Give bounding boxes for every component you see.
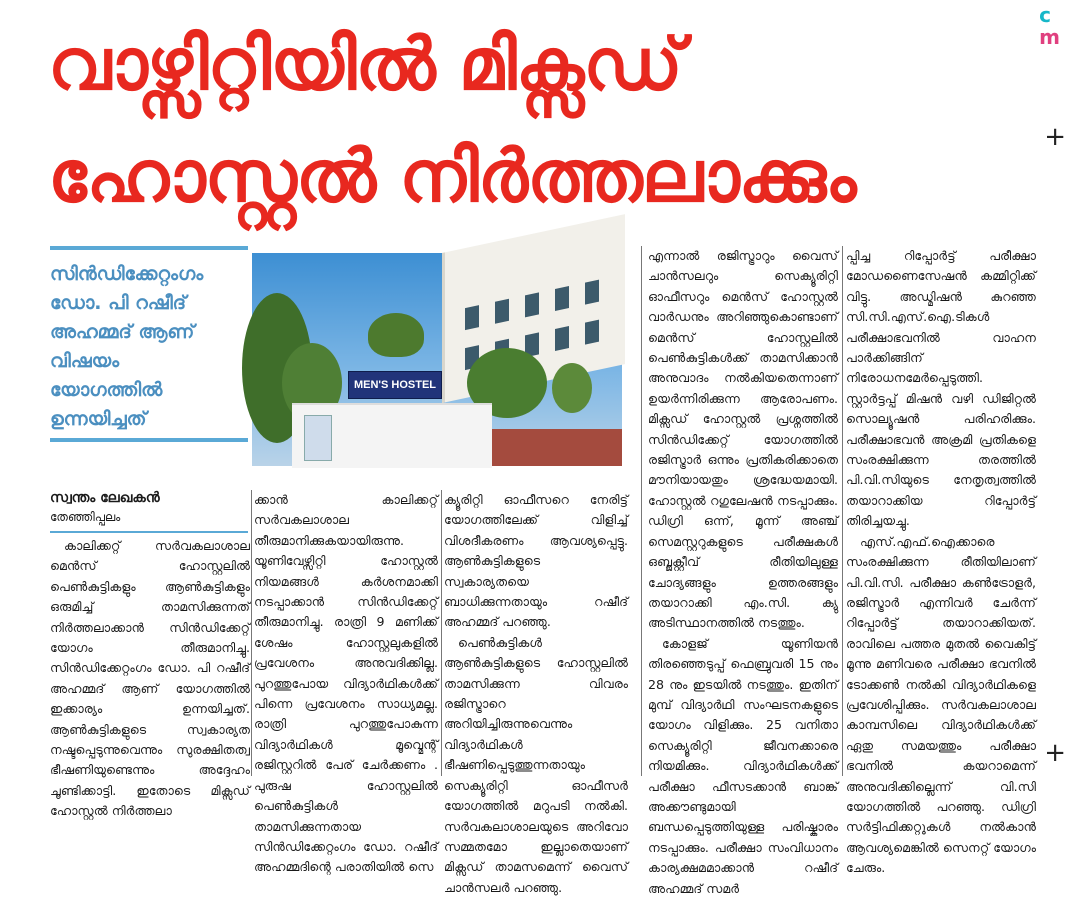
cyan-mark: c bbox=[1039, 3, 1052, 27]
article-column-5 bbox=[846, 246, 1036, 876]
article-column-4 bbox=[648, 246, 838, 896]
pull-quote bbox=[50, 246, 248, 442]
article-paragraph: എന്നാൽ രജിസ്ട്രാറും വൈസ് ചാൻസലറും സെക്യൂരിറ്റി ഓഫീസറും മെൻസ് ഹോസ്റ്റൽ വാർഡനും അറിഞ്ഞുകൊണ്ടാണ് മെൻസ് ഹോസ്റ്റലിൽ പെൺകുട്ടികൾക്ക് താമസിക്കാൻ അനുവാദം നൽകിയതെന്നാണ് ഉയർന്നിരിക്കുന്ന ആരോപണം. മിക്സഡ് ഹോസ്റ്റൽ പ്രശ്നത്തിൽ സിൻഡിക്കേറ്റ് യോഗത്തിൽ രജിസ്ട്രാർ ഒന്നും പ്രതികരിക്കാതെ മൗനിയായതും ശ്രദ്ധേയമായി. ഹോസ്റ്റൽ റഗുലേഷൻ നടപ്പാക്കും. ഡിഗ്രി ഒന്ന്, മൂന്ന് അഞ്ച് സെമസ്റ്ററുകളുടെ പരീക്ഷകൾ ഒബ്ജക്റ്റീവ് രീതിയിലുള്ള ചോദ്യങ്ങളും ഉത്തരങ്ങളും തയാറാക്കി എം.സി. ക്യു അടിസ്ഥാനത്തിൽ നടത്തും. bbox=[648, 248, 838, 631]
pull-quote-line: യോഗത്തിൽ bbox=[50, 379, 163, 401]
pull-quote-line: ഉന്നയിച്ചത് bbox=[50, 408, 147, 430]
magenta-mark: m bbox=[1039, 25, 1060, 49]
headline-line-1: വാഴ്സിറ്റിയിൽ മിക്സഡ് bbox=[48, 22, 682, 106]
print-color-marks bbox=[1039, 4, 1060, 48]
article-paragraph: കാലിക്കറ്റ് സർവകലാശാല മെൻസ് ഹോസ്റ്റലിൽ പെൺകുട്ടികളും ആൺകുട്ടികളും ഒരുമിച്ച് താമസിക്കുന്നത് നിർത്തലാക്കാൻ സിൻഡിക്കേറ്റ് യോഗം തീരുമാനിച്ചു. സിൻഡിക്കേറ്റംഗം ഡോ. പി റഷീദ് അഹമ്മദ് ആണ് യോഗത്തിൽ ഇക്കാര്യം ഉന്നയിച്ചത്. ആൺകുട്ടികളുടെ സ്വകാര്യത നഷ്ടപ്പെടുന്നുവെന്നും സുരക്ഷിതത്വ ഭീഷണിയുണ്ടെന്നും അദ്ദേഹം ചൂണ്ടിക്കാട്ടി. ഇതോടെ മിക്സഡ് ഹോസ്റ്റൽ നിർത്തലാ bbox=[50, 538, 250, 819]
byline-author: സ്വന്തം ലേഖകൻ bbox=[50, 490, 160, 506]
pull-quote-line: ഡോ. പി റഷീദ് bbox=[50, 292, 187, 314]
registration-mark-icon: + bbox=[1044, 122, 1066, 152]
notice-poster bbox=[304, 415, 332, 461]
pull-quote-line: വിഷയം bbox=[50, 350, 120, 372]
mens-hostel-sign: MEN'S HOSTEL bbox=[348, 371, 442, 399]
hostel-photo bbox=[252, 253, 622, 466]
article-paragraph: ക്കാൻ കാലിക്കറ്റ് സർവകലാശാല തീരുമാനിക്കുകയായിരുന്നു. യൂണിവേഴ്സിറ്റി ഹോസ്റ്റൽ നിയമങ്ങൾ കർശനമാക്കി നടപ്പാക്കാൻ സിൻഡിക്കേറ്റ് തീരുമാനിച്ചു. രാത്രി 9 മണിക്ക് ശേഷം ഹോസ്റ്റലുകളിൽ പ്രവേശനം അനുവദിക്കില്ല. പുറത്തുപോയ വിദ്യാർഥികൾക്ക് പിന്നെ പ്രവേശനം സാധ്യമല്ല. രാത്രി പുറത്തുപോകുന്ന വിദ്യാർഥികൾ മൂവ്മെന്റ് രജിസ്റ്ററിൽ പേര് ചേർക്കണം . പുരുഷ ഹോസ്റ്റലിൽ പെൺകുട്ടികൾ താമസിക്കുന്നതായ സിൻഡിക്കേറ്റംഗം ഡോ. റഷീദ് അഹമ്മദിന്റെ പരാതിയിൽ സെ bbox=[254, 492, 438, 875]
column-rule bbox=[441, 490, 442, 776]
laterite-wall bbox=[492, 429, 622, 466]
article-paragraph: പെൺകുട്ടികൾ ആൺകുട്ടികളുടെ ഹോസ്റ്റലിൽ താമസിക്കുന്ന വിവരം രജിസ്ട്രാറെ അറിയിച്ചിരുന്നുവെന്നും വിദ്യാർഥികൾ ഭീഷണിപ്പെടുത്തുന്നതായും സെക്യൂരിറ്റി ഓഫീസർ യോഗത്തിൽ മറുപടി നൽകി. സർവകലാശാലയുടെ അറിവോ സമ്മതമോ ഇല്ലാതെയാണ് മിക്സഡ് താമസമെന്ന് വൈസ് ചാൻസലർ പറഞ്ഞു. bbox=[444, 634, 628, 895]
article-paragraph: എസ്.എഫ്.ഐക്കാരെ സംരക്ഷിക്കുന്ന രീതിയിലാണ് പി.വി.സി. പരീക്ഷാ കൺട്രോളർ, രജിസ്ട്രാർ എന്നിവർ ചേർന്ന് റിപ്പോർട്ട് തയാറാക്കിയത്. രാവിലെ പത്തര മുതൽ വൈകിട്ട് മൂന്നു മണിവരെ പരീക്ഷാ ഭവനിൽ ടോക്കൺ നൽകി വിദ്യാർഥികളെ പ്രവേശിപ്പിക്കും. സർവകലാശാല കാമ്പസിലെ വിദ്യാർഥികൾക്ക് ഏതു സമയത്തും പരീക്ഷാ ഭവനിൽ കയറാമെന്ന് അനുവദിക്കില്ലെന്ന് വി.സി യോഗത്തിൽ പറഞ്ഞു. ഡിഗ്രി സർട്ടിഫിക്കറ്റുകൾ നൽകാൻ ആവശ്യമെങ്കിൽ സെനറ്റ് യോഗം ചേരും. bbox=[846, 533, 1036, 876]
column-rule bbox=[842, 246, 843, 776]
byline bbox=[50, 490, 248, 533]
article-paragraph: പ്പിച്ച റിപ്പോർട്ട് പരീക്ഷാ മോഡണൈസേഷൻ കമ്മിറ്റിക്ക് വിട്ടു. അഡ്മിഷൻ കുറഞ്ഞ സി.സി.എസ്.ഐ.ടികൾ പരീക്ഷാഭവനിൽ വാഹന പാർക്കിങ്ങിന് നിരോധനമേർപ്പെടുത്തി. സ്റ്റാർട്ടപ്പ് മിഷൻ വഴി ഡിജിറ്റൽ സൊല്യൂഷൻ പരിഹരിക്കും. പരീക്ഷാഭവൻ അക്രമി പ്രതികളെ സംരക്ഷിക്കുന്ന തരത്തിൽ പി.വി.സിയുടെ നേതൃത്വത്തിൽ തയാറാക്കിയ റിപ്പോർട്ട് തിരിച്ചയച്ചു. bbox=[846, 248, 1036, 529]
article-column-3 bbox=[444, 490, 628, 895]
byline-place: തേഞ്ഞിപ്പലം bbox=[50, 510, 121, 524]
registration-mark-icon: + bbox=[1044, 738, 1066, 768]
article-column-1 bbox=[50, 536, 250, 819]
column-rule bbox=[641, 246, 642, 776]
article-paragraph: കോളജ് യൂണിയൻ തിരഞ്ഞെടുപ്പ് ഫെബ്രുവരി 15 നും 28 നും ഇടയിൽ നടത്തും. ഇതിന് മുമ്പ് വിദ്യാർഥി സംഘടനകളുടെ യോഗം വിളിക്കും. 25 വനിതാ സെക്യൂരിറ്റി ജീവനക്കാരെ നിയമിക്കും. വിദ്യാർഥികൾക്ക് പരീക്ഷാ ഫീസടക്കാൻ ബാങ്ക് അക്കൗണ്ടുമായി ബന്ധപ്പെടുത്തിയുള്ള പരിഷ്കാരം നടപ്പാക്കും. പരീക്ഷാ സംവിധാനം കാര്യക്ഷമമാക്കാൻ റഷീദ് അഹമ്മദ് സമർ bbox=[648, 635, 838, 896]
article-paragraph: ക്യൂരിറ്റി ഓഫീസറെ നേരിട്ട് യോഗത്തിലേക്ക് വിളിച്ച് വിശദീകരണം ആവശ്യപ്പെട്ടു. ആൺകുട്ടികളുടെ സ്വകാര്യതയെ ബാധിക്കുന്നതായും റഷീദ് അഹമ്മദ് പറഞ്ഞു. bbox=[444, 492, 628, 630]
pull-quote-line: സിൻഡിക്കേറ്റംഗം bbox=[50, 263, 204, 285]
article-column-2 bbox=[254, 490, 438, 875]
column-rule bbox=[251, 490, 252, 776]
pull-quote-line: അഹമ്മദ് ആണ് bbox=[50, 321, 195, 343]
headline-line-2: ഹോസ്റ്റൽ നിർത്തലാക്കും bbox=[48, 134, 856, 218]
